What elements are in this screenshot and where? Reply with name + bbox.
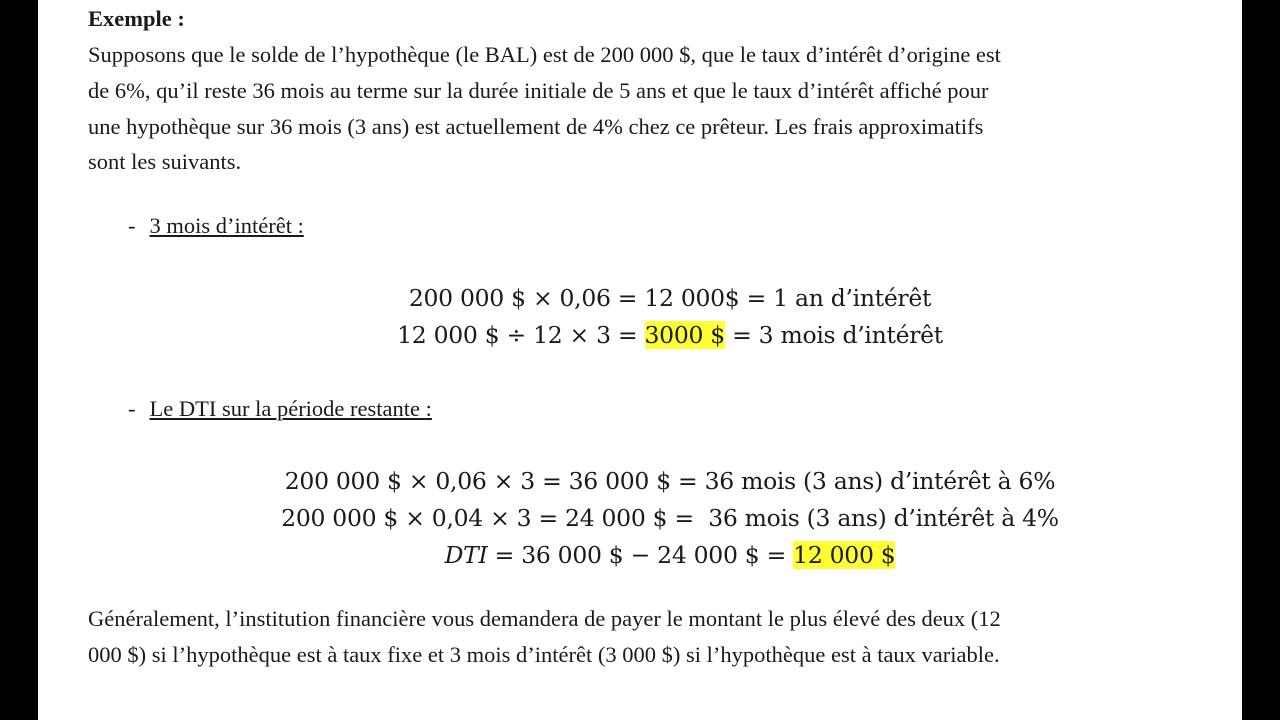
intro-line: une hypothèque sur 36 mois (3 ans) est actuellement de 4% chez ce prêteur. Les frais approximatifs [88,114,984,139]
equation: 200 000 $ × 0,06 × 3 = 36 000 $ = 36 mois (3 ans) d’intérêt à 6% [284,467,1056,495]
intro-line: Supposons que le solde de l’hypothèque (le BAL) est de 200 000 $, que le taux d’intérêt d’origine est [88,42,1001,67]
equation-text: = 3 mois d’intérêt [724,321,943,349]
equation [38,321,1280,349]
intro-line: de 6%, qu’il reste 36 mois au terme sur la durée initiale de 5 ans et que le taux d’intérêt affiché pour [88,78,989,103]
bullet-marker: - [128,213,136,238]
example-title: Exemple : [88,6,185,31]
conclusion-line: Généralement, l’institution financière vous demandera de payer le montant le plus élevé des deux (12 [88,606,1001,631]
section1-bullet [128,215,304,238]
equation [38,541,1280,569]
highlighted-result: 12 000 $ [793,541,896,569]
equation-text: = 36 000 $ − 24 000 $ = [487,541,794,569]
bullet-marker: - [128,396,136,421]
intro-line: sont les suivants. [88,149,242,174]
equation: 200 000 $ × 0,06 = 12 000$ = 1 an d’intérêt [408,284,932,312]
equation-variable: DTI [444,541,488,569]
conclusion-line: 000 $) si l’hypothèque est à taux fixe et 3 mois d’intérêt (3 000 $) si l’hypothèque est à taux variable. [88,642,1000,667]
section2-heading: Le DTI sur la période restante : [149,396,432,421]
equation-text: 12 000 $ ÷ 12 × 3 = [397,321,645,349]
section2-bullet [128,398,432,421]
highlighted-result: 3000 $ [644,321,725,349]
document-page [38,0,1242,720]
section1-heading: 3 mois d’intérêt : [149,213,304,238]
equation: 200 000 $ × 0,04 × 3 = 24 000 $ = 36 mois (3 ans) d’intérêt à 4% [281,504,1059,532]
